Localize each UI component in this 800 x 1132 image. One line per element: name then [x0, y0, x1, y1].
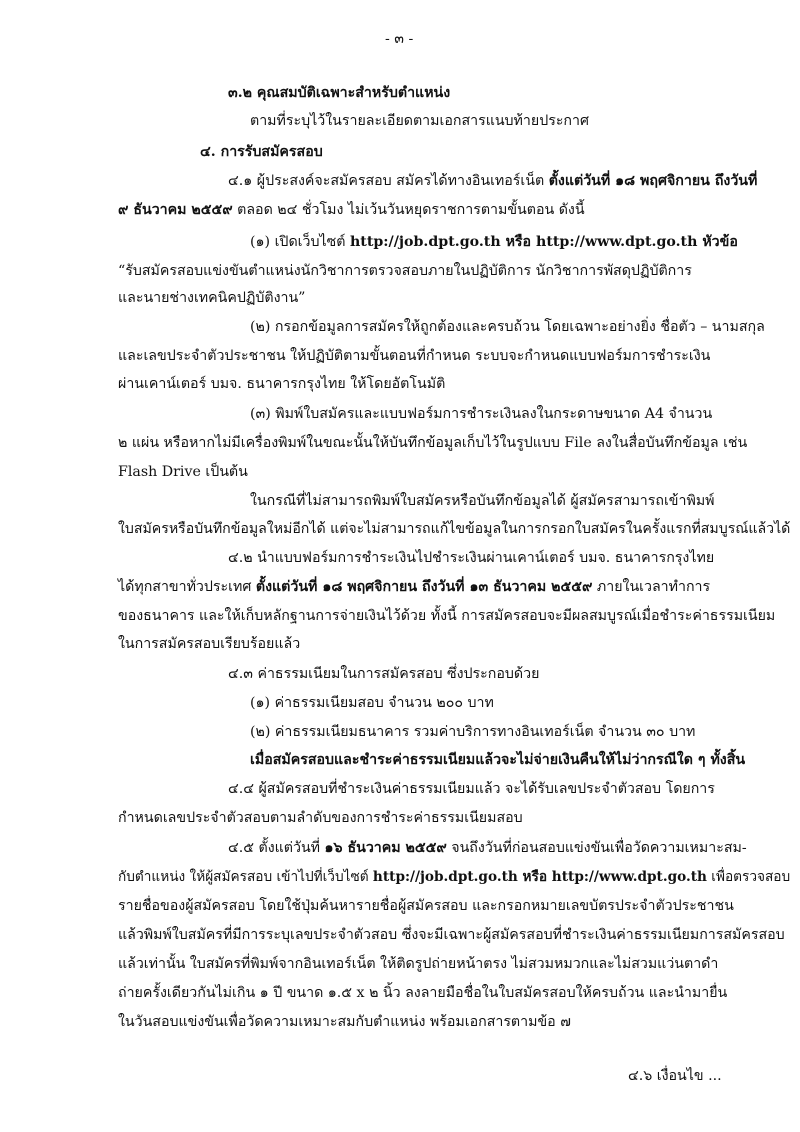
section-4-3-item-2: (๒) ค่าธรรมเนียมธนาคาร รวมค่าบริการทางอินเทอร์เน็ต จำนวน ๓๐ บาท [250, 724, 696, 740]
section-4-heading: ๔. การรับสมัครสอบ [200, 144, 323, 160]
section-4-1-item-3-note-line-1: ในกรณีที่ไม่สามารถพิมพ์ใบสมัครหรือบันทึกข้อมูลได้ ผู้สมัครสามารถเข้าพิมพ์ [250, 493, 715, 509]
section-4-5-line-2: กับตำแหน่ง ให้ผู้สมัครสอบ เข้าไปที่เว็บไซต์ http://job.dpt.go.th หรือ http://www.dpt.go.th เพื่อตรวจสอบ [118, 869, 791, 885]
section-4-1-item-3-note-line-2: ใบสมัครหรือบันทึกข้อมูลใหม่อีกได้ แต่จะไม่สามารถแก้ไขข้อมูลในการกรอกใบสมัครในครั้งแรกที่สมบูรณ์แล้วได้ [118, 521, 791, 537]
section-4-1-item-1-line-2: “รับสมัครสอบแข่งขันตำแหน่งนักวิชาการตรวจสอบภายในปฏิบัติการ นักวิชาการพัสดุปฏิบัติการ [118, 263, 692, 279]
section-4-5-line-4: แล้วพิมพ์ใบสมัครที่มีการระบุเลขประจำตัวสอบ ซึ่งจะมีเฉพาะผู้สมัครสอบที่ชำระเงินค่าธรรมเนียมการสมัครสอบ [118, 927, 785, 943]
section-4-1-line-1: ๔.๑ ผู้ประสงค์จะสมัครสอบ สมัครได้ทางอินเทอร์เน็ต ตั้งแต่วันที่ ๑๘ พฤศจิกายน ถึงวันที่ [228, 173, 758, 189]
section-4-3-line-1: ๔.๓ ค่าธรรมเนียมในการสมัครสอบ ซึ่งประกอบด้วย [228, 666, 540, 682]
section-4-5-line-1: ๔.๕ ตั้งแต่วันที่ ๑๖ ธันวาคม ๒๕๕๙ จนถึงวันที่ก่อนสอบแข่งขันเพื่อวัดความเหมาะสม- [228, 840, 747, 856]
section-4-1-item-1-line-1: (๑) เปิดเว็บไซต์ http://job.dpt.go.th หรือ http://www.dpt.go.th หัวข้อ [250, 234, 738, 250]
section-4-4-line-2: กำหนดเลขประจำตัวสอบตามลำดับของการชำระค่าธรรมเนียมสอบ [118, 810, 523, 826]
section-4-1-item-2-line-3: ผ่านเคาน์เตอร์ บมจ. ธนาคารกรุงไทย ให้โดยอัตโนมัติ [118, 376, 446, 392]
section-4-2-line-4: ในการสมัครสอบเรียบร้อยแล้ว [118, 636, 301, 652]
section-4-1-item-3-line-1: (๓) พิมพ์ใบสมัครและแบบฟอร์มการชำระเงินลงในกระดาษขนาด A4 จำนวน [250, 406, 713, 422]
section-4-1-item-3-line-2: ๒ แผ่น หรือหากไม่มีเครื่องพิมพ์ในขณะนั้นให้บันทึกข้อมูลเก็บไว้ในรูปแบบ File ลงในสื่อบันทึกข้อมูล เช่น [118, 435, 748, 451]
section-4-5-line-3: รายชื่อของผู้สมัครสอบ โดยใช้ปุ่มค้นหารายชื่อผู้สมัครสอบ และกรอกหมายเลขบัตรประจำตัวประชาชน [118, 898, 734, 914]
section-4-5-line-6: ถ่ายครั้งเดียวกันไม่เกิน ๑ ปี ขนาด ๑.๕ x ๒ นิ้ว ลงลายมือชื่อในใบสมัครสอบให้ครบถ้วน และนำมายื่น [118, 985, 728, 1001]
section-4-1-line-2: ๙ ธันวาคม ๒๕๕๙ ตลอด ๒๔ ชั่วโมง ไม่เว้นวันหยุดราชการตามขั้นตอน ดังนี้ [118, 202, 585, 218]
section-4-2-line-2: ได้ทุกสาขาทั่วประเทศ ตั้งแต่วันที่ ๑๘ พฤศจิกายน ถึงวันที่ ๑๓ ธันวาคม ๒๕๕๙ ภายในเวลาทำการ [118, 579, 711, 595]
section-4-5-line-7: ในวันสอบแข่งขันเพื่อวัดความเหมาะสมกับตำแหน่ง พร้อมเอกสารตามข้อ ๗ [118, 1014, 571, 1030]
section-4-4-line-1: ๔.๔ ผู้สมัครสอบที่ชำระเงินค่าธรรมเนียมแล้ว จะได้รับเลขประจำตัวสอบ โดยการ [228, 781, 715, 797]
next-page-continuation: ๔.๖ เงื่อนไข ... [628, 1068, 722, 1084]
section-4-1-item-2-line-2: และเลขประจำตัวประชาชน ให้ปฏิบัติตามขั้นตอนที่กำหนด ระบบจะกำหนดแบบฟอร์มการชำระเงิน [118, 348, 711, 364]
section-4-5-line-5: แล้วเท่านั้น ใบสมัครที่พิมพ์จากอินเทอร์เน็ต ให้ติดรูปถ่ายหน้าตรง ไม่สวมหมวกและไม่สวมแว่นตาดำ [118, 956, 719, 972]
section-4-3-item-1: (๑) ค่าธรรมเนียมสอบ จำนวน ๒๐๐ บาท [250, 695, 494, 711]
section-3-2-heading: ๓.๒ คุณสมบัติเฉพาะสำหรับตำแหน่ง [228, 85, 451, 101]
page-number: - ๓ - [385, 31, 414, 47]
section-4-1-item-3-line-3: Flash Drive เป็นต้น [118, 464, 248, 480]
section-4-3-note: เมื่อสมัครสอบและชำระค่าธรรมเนียมแล้วจะไม่จ่ายเงินคืนให้ไม่ว่ากรณีใด ๆ ทั้งสิ้น [250, 752, 746, 768]
section-4-2-line-1: ๔.๒ นำแบบฟอร์มการชำระเงินไปชำระเงินผ่านเคาน์เตอร์ บมจ. ธนาคารกรุงไทย [228, 550, 715, 566]
section-4-2-line-3: ของธนาคาร และให้เก็บหลักฐานการจ่ายเงินไว้ด้วย ทั้งนี้ การสมัครสอบจะมีผลสมบูรณ์เมื่อชำระค่าธรรมเนียม [118, 608, 776, 624]
section-3-2-text: ตามที่ระบุไว้ในรายละเอียดตามเอกสารแนบท้ายประกาศ [250, 113, 589, 129]
section-4-1-item-1-line-3: และนายช่างเทคนิคปฏิบัติงาน” [118, 290, 306, 306]
section-4-1-item-2-line-1: (๒) กรอกข้อมูลการสมัครให้ถูกต้องและครบถ้วน โดยเฉพาะอย่างยิ่ง ชื่อตัว – นามสกุล [250, 319, 765, 335]
